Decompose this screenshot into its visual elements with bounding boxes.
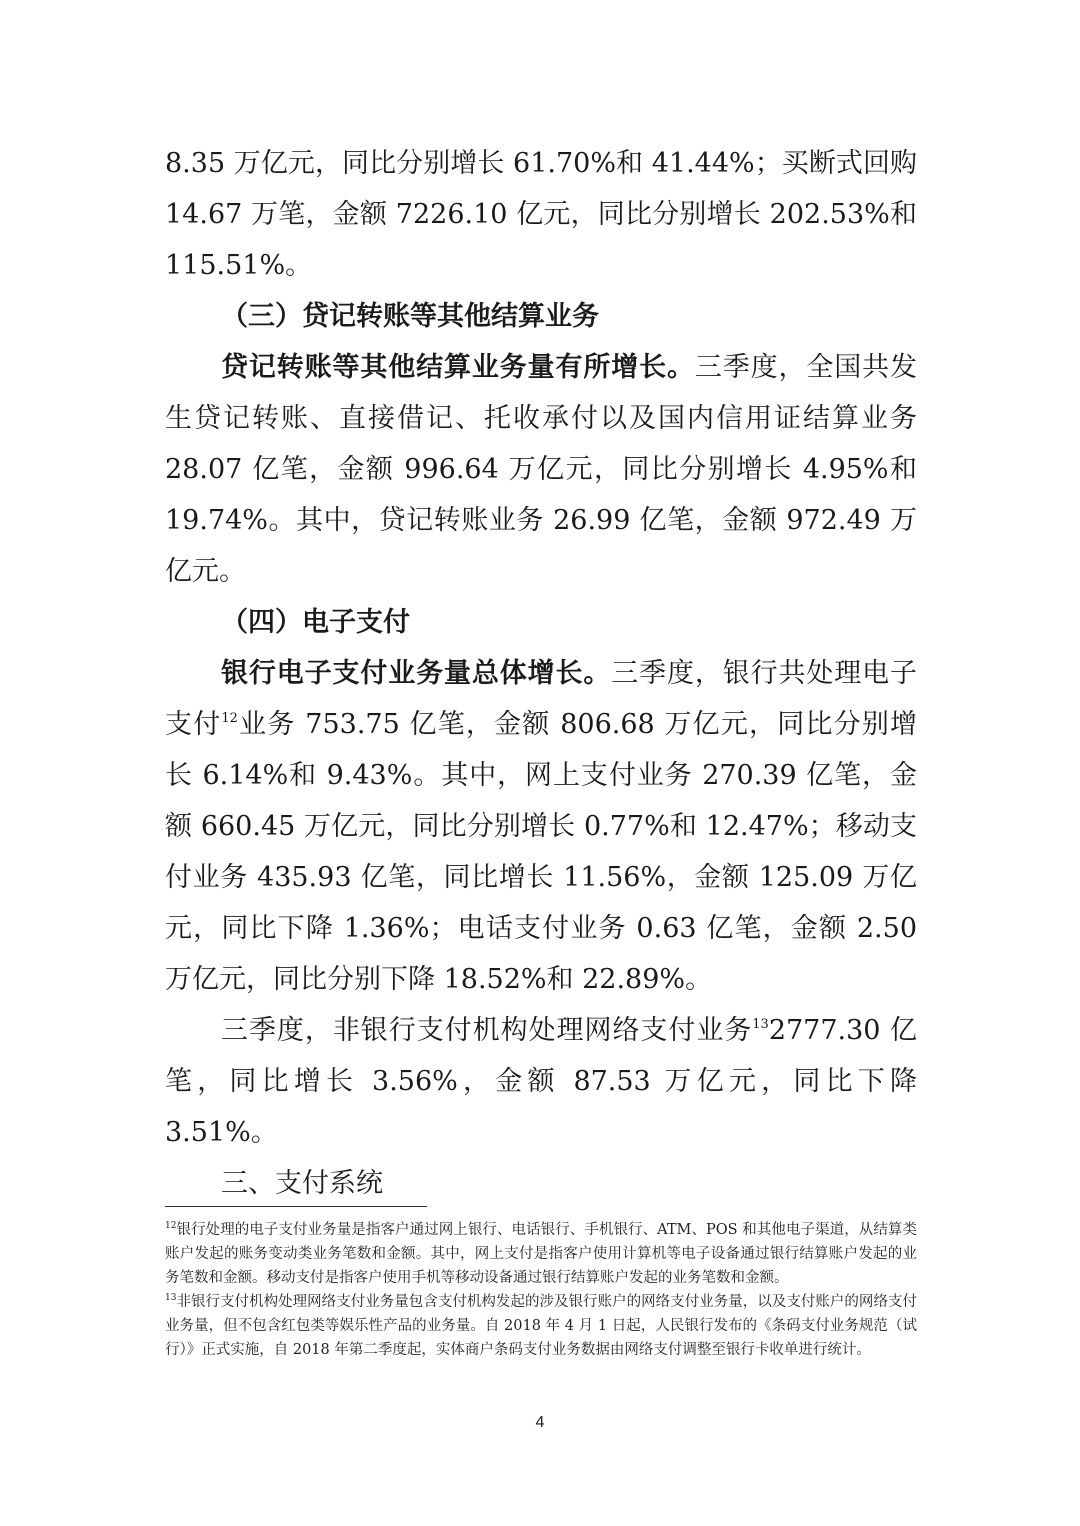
section-heading-payment-systems: 三、支付系统	[221, 1168, 383, 1199]
paragraph-text: 三季度，银行共处理电子支付	[165, 658, 917, 740]
footnote-ref-12[interactable]: 12	[221, 711, 238, 726]
footnote-12	[165, 1218, 917, 1290]
paragraph-electronic-payment	[165, 648, 917, 1005]
footnote-text: 非银行支付机构处理网络支付业务量包含支付机构发起的涉及银行账户的网络支付业务量，以及支付账户的网络支付业务量，但不包含红包类等娱乐性产品的业务量。自 2018 年 4 月 1 日起，人民银行发布的《条码支付业务规范（试行）》正式实施，自 2018 年第二季度起，实体商户条码支付业务数据由网络支付调整至银行卡收单进行统计。	[165, 1294, 917, 1358]
footnote-mark: 12	[165, 1221, 177, 1231]
footnote-text: 银行处理的电子支付业务量是指客户通过网上银行、电话银行、手机银行、ATM、POS 和其他电子渠道，从结算类账户发起的账务变动类业务笔数和金额。其中，网上支付是指客户使用计算机等电子设备通过银行结算账户发起的业务笔数和金额。移动支付是指客户使用手机等移动设备通过银行结算账户发起的业务笔数和金额。	[165, 1222, 917, 1286]
paragraph-text: 业务 753.75 亿笔，金额 806.68 万亿元，同比分别增长 6.14%和 9.43%。其中，网上支付业务 270.39 亿笔，金额 660.45 万亿元，同比分别增长 0.77%和 12.47%；移动支付业务 435.93 亿笔，同比增长 11.56%，金额 125.09 万亿元，同比下降 1.36%；电话支付业务 0.63 亿笔，金额 2.50 万亿元，同比分别下降 18.52%和 22.89%。	[165, 709, 918, 995]
footnote-divider	[165, 1206, 427, 1207]
footnote-13	[165, 1290, 917, 1362]
paragraph-text: 2777.30 亿笔，同比增长 3.56%，金额 87.53 万亿元，同比下降 3.51%。	[165, 1015, 918, 1148]
document-body	[165, 138, 917, 1209]
paragraph-lead-sentence: 银行电子支付业务量总体增长。	[221, 658, 612, 689]
paragraph-lead-sentence: 贷记转账等其他结算业务量有所增长。	[221, 352, 695, 383]
paragraph-credit-transfer	[165, 342, 917, 597]
subheading-credit-transfer: （三）贷记转账等其他结算业务	[221, 301, 599, 332]
footnotes	[165, 1218, 917, 1362]
paragraph-repo-stats: 8.35 万亿元，同比分别增长 61.70%和 41.44%；买断式回购 14.67 万笔，金额 7226.10 亿元，同比分别增长 202.53%和 115.51%。	[165, 148, 917, 281]
subheading-electronic-payment: （四）电子支付	[221, 607, 410, 638]
paragraph-text: 三季度，非银行支付机构处理网络支付业务	[221, 1015, 753, 1046]
footnote-mark: 13	[165, 1293, 177, 1303]
footnote-ref-13[interactable]: 13	[752, 1017, 769, 1032]
page-number: 4	[535, 1414, 545, 1431]
paragraph-text: 三季度，全国共发生贷记转账、直接借记、托收承付以及国内信用证结算业务 28.07 亿笔，金额 996.64 万亿元，同比分别增长 4.95%和 19.74%。其中，贷记转账业务 26.99 亿笔，金额 972.49 万亿元。	[165, 352, 917, 587]
paragraph-nonbank-payment	[165, 1005, 917, 1158]
